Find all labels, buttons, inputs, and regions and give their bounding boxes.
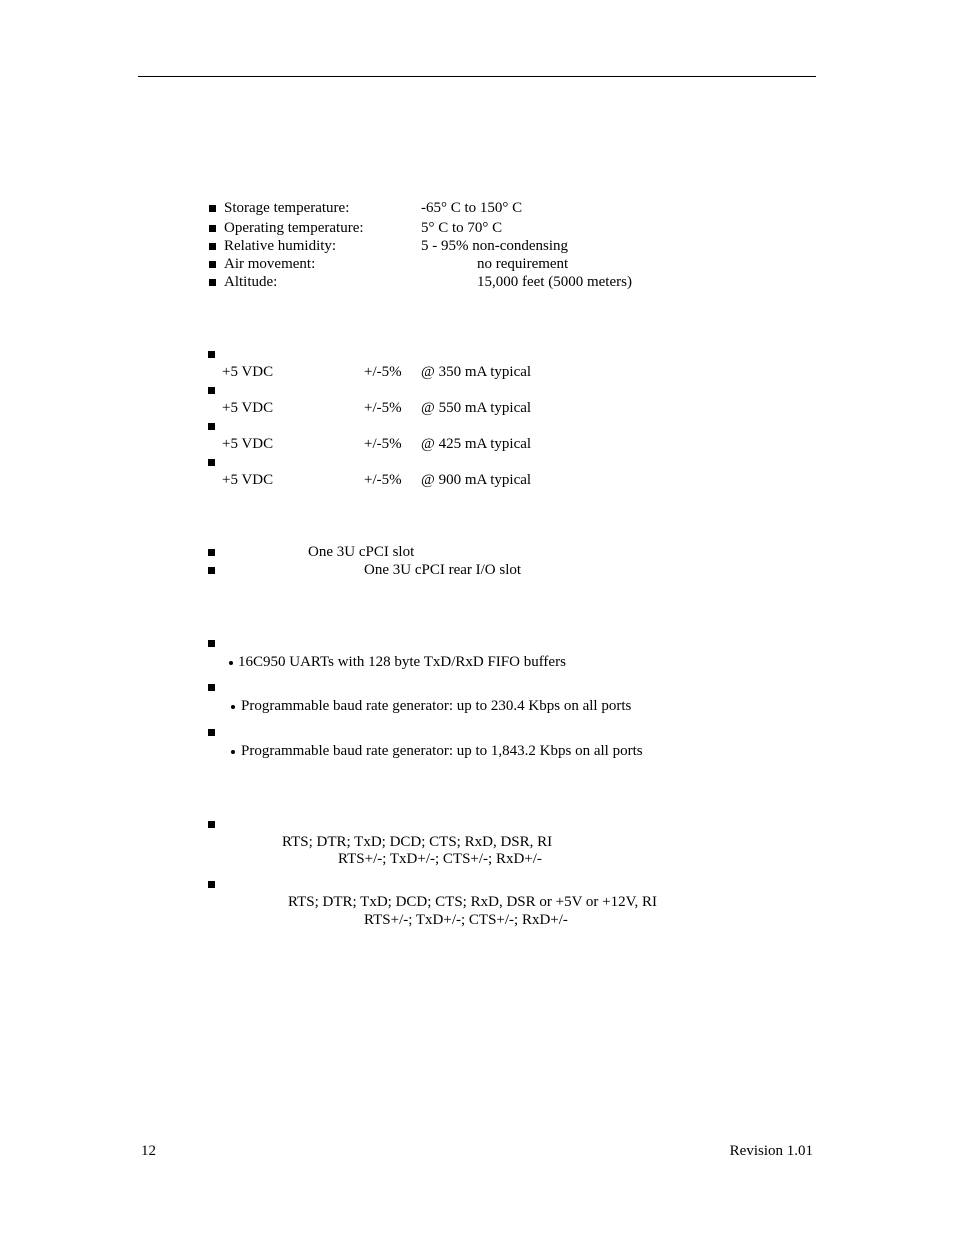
slot-text: One 3U cPCI rear I/O slot: [364, 562, 522, 578]
power-current: @ 350 mA typical: [421, 364, 532, 380]
signal-text: RTS; DTR; TxD; DCD; CTS; RxD, DSR or +5V or +12V, RI: [288, 894, 657, 910]
env-label: Operating temperature:: [224, 220, 364, 236]
dot-bullet-icon: [231, 705, 235, 709]
power-tolerance: +/-5%: [364, 364, 402, 380]
power-tolerance: +/-5%: [364, 436, 402, 452]
header-rule: [138, 76, 816, 77]
bullet-icon: [209, 279, 216, 286]
bullet-icon: [208, 459, 215, 466]
bullet-icon: [208, 821, 215, 828]
bullet-icon: [208, 567, 215, 574]
bullet-icon: [208, 549, 215, 556]
power-voltage: +5 VDC: [222, 472, 274, 488]
env-label: Storage temperature:: [224, 200, 350, 216]
env-value: 5 - 95% non-condensing: [421, 238, 569, 254]
power-tolerance: +/-5%: [364, 472, 402, 488]
bullet-icon: [209, 261, 216, 268]
env-value: 5° C to 70° C: [421, 220, 503, 236]
env-value: 15,000 feet (5000 meters): [477, 274, 632, 290]
dot-bullet-icon: [229, 661, 233, 665]
dot-bullet-icon: [231, 750, 235, 754]
page-number: 12: [141, 1143, 156, 1159]
signal-text: RTS; DTR; TxD; DCD; CTS; RxD, DSR, RI: [282, 834, 553, 850]
env-label: Altitude:: [224, 274, 278, 290]
env-label: Relative humidity:: [224, 238, 337, 254]
bullet-icon: [209, 243, 216, 250]
bullet-icon: [208, 351, 215, 358]
power-tolerance: +/-5%: [364, 400, 402, 416]
bullet-icon: [209, 225, 216, 232]
uart-text: Programmable baud rate generator: up to 1,843.2 Kbps on all ports: [241, 743, 643, 759]
bullet-icon: [208, 881, 215, 888]
power-current: @ 425 mA typical: [421, 436, 532, 452]
power-current: @ 550 mA typical: [421, 400, 532, 416]
uart-text: 16C950 UARTs with 128 byte TxD/RxD FIFO buffers: [238, 654, 566, 670]
env-label: Air movement:: [224, 256, 316, 272]
bullet-icon: [208, 640, 215, 647]
bullet-icon: [208, 423, 215, 430]
power-current: @ 900 mA typical: [421, 472, 532, 488]
uart-text: Programmable baud rate generator: up to 230.4 Kbps on all ports: [241, 698, 632, 714]
power-voltage: +5 VDC: [222, 436, 274, 452]
slot-text: One 3U cPCI slot: [308, 544, 415, 560]
power-voltage: +5 VDC: [222, 364, 274, 380]
bullet-icon: [208, 684, 215, 691]
revision: Revision 1.01: [729, 1143, 813, 1159]
bullet-icon: [208, 387, 215, 394]
signal-text: RTS+/-; TxD+/-; CTS+/-; RxD+/-: [364, 912, 568, 928]
env-value: no requirement: [477, 256, 569, 272]
bullet-icon: [209, 205, 216, 212]
bullet-icon: [208, 729, 215, 736]
power-voltage: +5 VDC: [222, 400, 274, 416]
env-value: -65° C to 150° C: [421, 200, 523, 216]
signal-text: RTS+/-; TxD+/-; CTS+/-; RxD+/-: [338, 851, 542, 867]
